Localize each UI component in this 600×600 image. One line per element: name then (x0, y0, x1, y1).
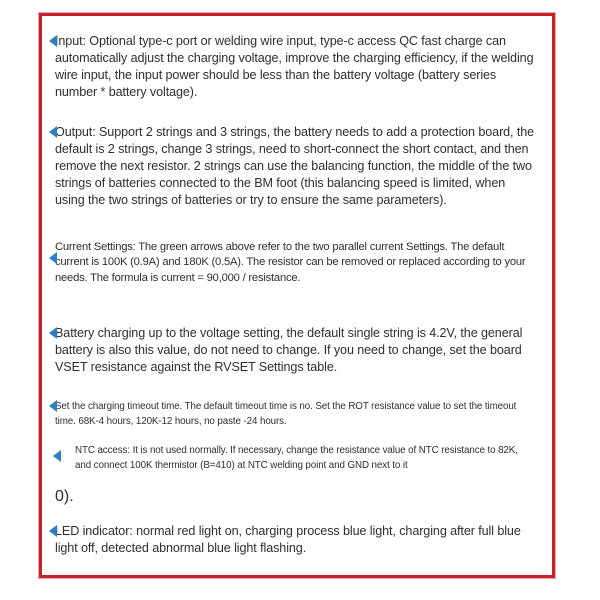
timeout-paragraph (55, 399, 535, 430)
current-text: Current Settings: The green arrows above refer to the two parallel current Settings. The default current is 100K (0.9A) and 180K (0.5A). The resistor can be removed or replaced according to your needs. The formula is current = 90,000 / resistance. (55, 241, 526, 284)
ntc-tail-text: 0). (55, 488, 74, 505)
ntc-tail (55, 487, 74, 507)
led-paragraph (55, 523, 535, 557)
arrow-left-icon (49, 327, 57, 339)
arrow-left-icon (49, 400, 57, 412)
arrow-left-icon (53, 450, 61, 462)
battery-text: Battery charging up to the voltage setting, the default single string is 4.2V, the general battery is also this value, do not need to change. If you need to change, set the board VSET resistance against the RVSET Settings table. (55, 326, 523, 374)
ntc-paragraph (75, 443, 535, 474)
output-text: Output: Support 2 strings and 3 strings, the battery needs to add a protection board, the default is 2 strings, change 3 strings, need to short-connect the short contact, and then remove the next resistor. 2 strings can use the balancing function, the middle of the two strings of batteries connected to the BM foot (this balancing speed is limited, when using the two strings of batteries or try to ensure the same parameters). (55, 125, 535, 207)
timeout-text: Set the charging timeout time. The default timeout time is no. Set the ROT resistance value to set the timeout time. 68K-4 hours, 120K-12 hours, no paste -24 hours. (55, 401, 517, 428)
battery-paragraph (55, 325, 535, 376)
arrow-left-icon (49, 35, 57, 47)
arrow-left-icon (49, 525, 57, 537)
input-text: Input: Optional type-c port or welding wire input, type-c access QC fast charge can automatically adjust the charging voltage, improve the charging efficiency, if the welding wire input, the input power should be less than the battery voltage (battery series number * battery voltage). (55, 34, 534, 99)
arrow-left-icon (49, 252, 57, 264)
current-paragraph (55, 240, 535, 286)
input-paragraph (55, 33, 535, 101)
output-paragraph (55, 124, 535, 209)
arrow-left-icon (49, 126, 57, 138)
led-text: LED indicator: normal red light on, charging process blue light, charging after full blue light off, detected abnormal blue light flashing. (55, 524, 521, 555)
ntc-text: NTC access: It is not used normally. If necessary, change the resistance value of NTC resistance to 82K, and connect 100K thermistor (B=410) at NTC welding point and GND next to it (75, 445, 518, 472)
